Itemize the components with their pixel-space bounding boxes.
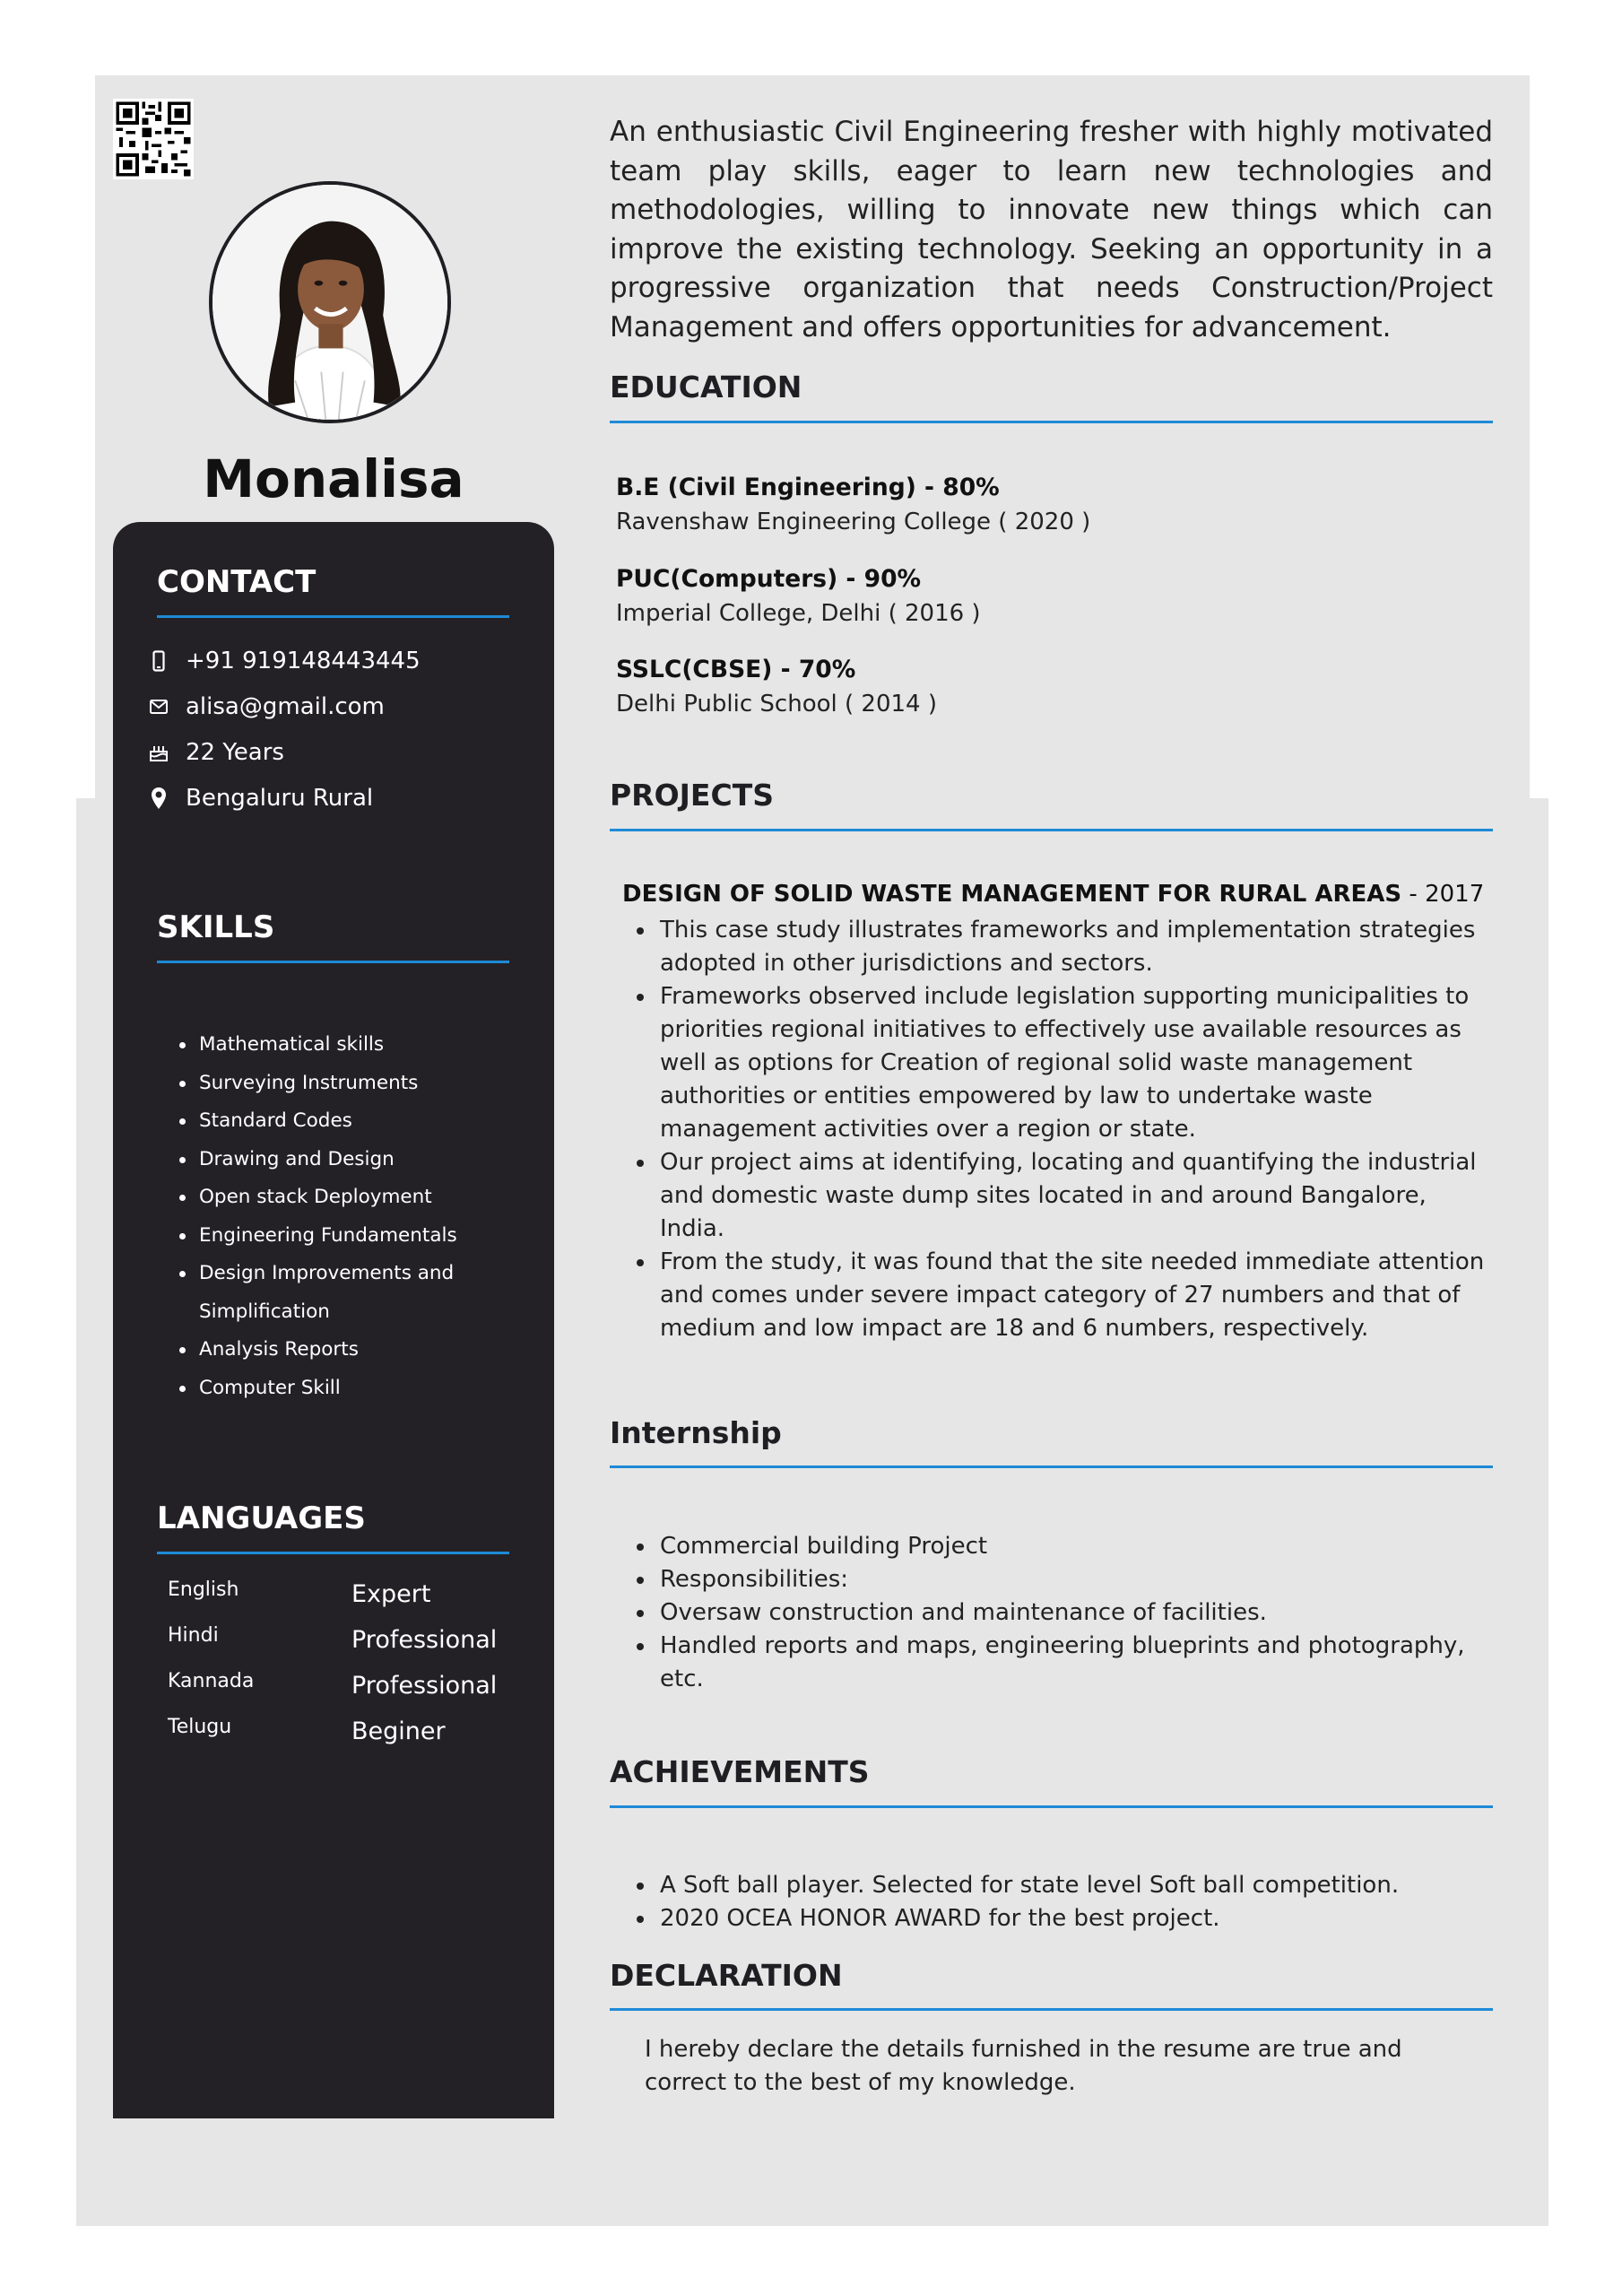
skills-divider (157, 961, 509, 963)
phone-number: +91 919148443445 (186, 648, 421, 674)
map-pin-icon (149, 787, 169, 810)
languages-divider (157, 1552, 509, 1554)
education-divider (610, 421, 1493, 423)
skills-list (199, 1026, 486, 1407)
achievements-heading: ACHIEVEMENTS (610, 1754, 870, 1789)
language-name: English (168, 1578, 239, 1601)
project-bullets (660, 914, 1494, 1345)
education-entry (616, 653, 937, 721)
qr-code-icon (113, 99, 194, 179)
project-year: - 2017 (1401, 881, 1485, 908)
age-value: 22 Years (186, 739, 284, 766)
projects-divider (610, 829, 1493, 831)
internship-bullet: Handled reports and maps, engineering blueprints and photography, etc. (660, 1630, 1494, 1696)
profile-summary: An enthusiastic Civil Engineering fresher with highly motivated team play skills, eager to learn new technologies and methodologies, willing to innovate new things which can improve the existing technology. Seeking an opportunity in a progressive organization that needs Construction/Project Management and offers opportunities for advancement. (610, 116, 1493, 344)
skill-item: Mathematical skills (199, 1026, 486, 1065)
envelope-icon (149, 695, 169, 718)
candidate-name: Monalisa (203, 448, 464, 509)
education-entry (616, 562, 981, 631)
education-institution: Imperial College, Delhi ( 2016 ) (616, 600, 981, 627)
projects-heading: PROJECTS (610, 778, 774, 813)
language-name: Hindi (168, 1624, 219, 1647)
internship-heading: Internship (610, 1415, 782, 1450)
skill-item: Analysis Reports (199, 1331, 486, 1370)
language-level: Beginer (351, 1718, 446, 1745)
skill-item: Drawing and Design (199, 1141, 486, 1179)
education-degree: B.E (Civil Engineering) - 80% (616, 474, 1000, 501)
education-entry (616, 471, 1090, 539)
email-address: alisa@gmail.com (186, 693, 385, 720)
declaration-text: I hereby declare the details furnished in the resume are true and correct to the best of my knowledge. (645, 2036, 1402, 2096)
declaration-divider (610, 2008, 1493, 2011)
education-degree: SSLC(CBSE) - 70% (616, 656, 856, 683)
internship-bullet: Commercial building Project (660, 1530, 1494, 1563)
profile-photo (209, 181, 451, 423)
contact-phone[interactable] (149, 648, 421, 674)
project-bullet: This case study illustrates frameworks and implementation strategies adopted in other jurisdictions and sectors. (660, 914, 1494, 980)
internship-bullet: Oversaw construction and maintenance of facilities. (660, 1596, 1494, 1630)
skill-item: Surveying Instruments (199, 1065, 486, 1103)
sidebar (113, 522, 554, 2118)
education-heading: EDUCATION (610, 370, 802, 404)
languages-heading: LANGUAGES (157, 1500, 366, 1536)
project-title (622, 881, 1484, 908)
skill-item: Engineering Fundamentals (199, 1217, 486, 1256)
internship-bullet: Responsibilities: (660, 1563, 1494, 1596)
language-name: Telugu (168, 1716, 232, 1738)
language-level: Professional (351, 1626, 498, 1654)
achievements-bullets (660, 1869, 1494, 1935)
achievements-divider (610, 1805, 1493, 1808)
language-level: Expert (351, 1580, 431, 1608)
achievement-bullet: A Soft ball player. Selected for state level Soft ball competition. (660, 1869, 1494, 1902)
phone-icon (149, 649, 169, 673)
contact-heading: CONTACT (157, 564, 317, 600)
contact-email[interactable] (149, 693, 385, 720)
achievement-bullet: 2020 OCEA HONOR AWARD for the best project. (660, 1902, 1494, 1935)
skill-item: Computer Skill (199, 1370, 486, 1408)
contact-divider (157, 615, 509, 618)
project-bullet: From the study, it was found that the site needed immediate attention and comes under severe impact category of 27 numbers and that of medium and low impact are 18 and 6 numbers, respectively. (660, 1246, 1494, 1345)
language-level: Professional (351, 1672, 498, 1700)
location-value: Bengaluru Rural (186, 785, 374, 812)
contact-location (149, 785, 373, 812)
project-name: DESIGN OF SOLID WASTE MANAGEMENT FOR RURAL AREAS (622, 881, 1402, 908)
education-institution: Delhi Public School ( 2014 ) (616, 691, 937, 718)
education-degree: PUC(Computers) - 90% (616, 565, 922, 593)
skills-heading: SKILLS (157, 909, 275, 945)
education-institution: Ravenshaw Engineering College ( 2020 ) (616, 509, 1091, 535)
birthday-cake-icon (149, 741, 169, 764)
skill-item: Standard Codes (199, 1102, 486, 1141)
project-bullet: Frameworks observed include legislation supporting municipalities to priorities regional initiatives to effectively use available resources as well as options for Creation of regional solid waste management authorities or entities empowered by law to undertake waste management activities over a region or state. (660, 980, 1494, 1146)
language-name: Kannada (168, 1670, 255, 1692)
internship-bullets (660, 1530, 1494, 1696)
declaration-heading: DECLARATION (610, 1958, 843, 1993)
skill-item: Design Improvements and Simplification (199, 1255, 486, 1331)
contact-age (149, 739, 284, 766)
project-bullet: Our project aims at identifying, locating and quantifying the industrial and domestic waste dump sites located in and around Bangalore, India. (660, 1146, 1494, 1246)
internship-divider (610, 1465, 1493, 1468)
skill-item: Open stack Deployment (199, 1178, 486, 1217)
